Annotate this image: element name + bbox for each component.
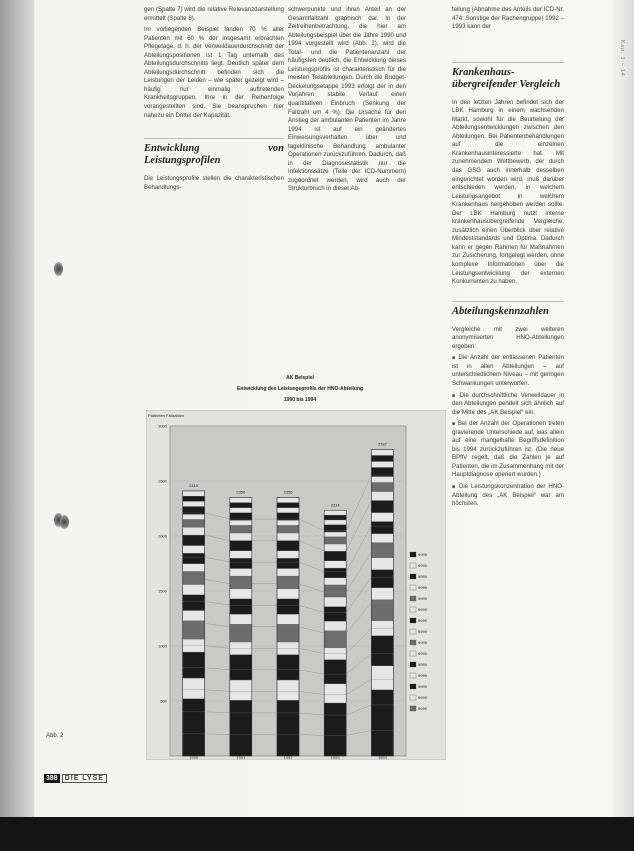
page-footer: [44, 775, 107, 782]
legend-swatch: [410, 684, 416, 689]
bar-segment: [371, 492, 393, 501]
bar-segment: [183, 584, 205, 594]
bar-segment: [371, 476, 393, 482]
middle-text-column: [288, 6, 406, 197]
punch-hole: [60, 515, 69, 529]
left-text-column: [144, 6, 284, 195]
bar-segment: [277, 558, 299, 568]
bar-segment: [183, 527, 205, 535]
bar-segment: [324, 537, 346, 544]
bar-segment: [371, 600, 393, 621]
paragraph: gen (Spalte 7) wird die relative Relevanzdarstellung ermittelt (Spalte 8).: [144, 6, 284, 22]
bar-segment: [371, 636, 393, 666]
paragraph: teilung (Abnahme des Anteils der ICD-Nr. 474: Sonstige der Rachengruppe) 1992 – 1993 kann der: [452, 6, 564, 31]
legend-label: 9999: [418, 684, 427, 689]
bar-segment: [324, 561, 346, 568]
page-number: 388: [46, 775, 58, 782]
bar-segment: [230, 533, 252, 541]
bar-segment: [277, 503, 299, 508]
bar-segment: [371, 588, 393, 600]
figure-subtitle: 1990 bis 1994: [283, 397, 317, 403]
bar-segment: [324, 621, 346, 631]
bar-segment: [277, 498, 299, 503]
legend-label: 9999: [418, 662, 427, 667]
bar-segment: [277, 508, 299, 513]
x-tick-label: 1994: [377, 755, 387, 760]
bar-value-label: 2410: [189, 482, 199, 488]
bar-segment: [277, 568, 299, 576]
legend-swatch: [410, 563, 416, 568]
paragraph: schwerpunkte und ihren Anteil an der Gesamtfallzahl graphisch dar. In der Zeitreihenbetrachtung, die hier am Abteilungsbeispiel über die Jahre 1990 und 1994 vorgestellt wird (Abb. 2), wird die Total- und die Patientenanzahl der häufigsten deutlich, die Entwicklung dieses Leistungsprofils ist charakteristisch für die meisten Teilabteilungen. Durch die Budget-Deckelungsetappe 1993 erfolgt der in den Vorjahren stabile Verlauf einen quantitativen Einbruch (Senkung der Fallzahl um 4 %). Die Ursache für den Anstieg der ambulanten Patienten im Jahre 1994 ist auf ein geändertes Einweisungsverhalten über und tageklinische Behandlung ambulanter Operationen zurückzuführen. Dadurch, daß in der Diagnosestatistik nur die Infektionssätze (Teile der ICD-Nummern) zugeordnet werden, wird auch der Strukturbruch in dieser Ab-: [288, 6, 406, 193]
bar-segment: [230, 599, 252, 614]
y-tick-label: 2000: [158, 533, 167, 539]
bar-segment: [324, 544, 346, 551]
bar-segment: [230, 520, 252, 525]
legend-label: 9999: [418, 607, 427, 612]
legend-swatch: [410, 618, 416, 623]
figure-label: AK Beispiel: [286, 375, 314, 381]
leistungsprofil-chart: [146, 410, 446, 760]
bar-segment: [324, 597, 346, 607]
bar-segment: [371, 522, 393, 534]
bar-segment: [371, 467, 393, 476]
bar-segment: [277, 680, 299, 700]
bar-segment: [371, 455, 393, 461]
x-tick-label: 1991: [236, 755, 246, 760]
bar-segment: [371, 513, 393, 522]
bar-segment: [183, 595, 205, 611]
legend-swatch: [410, 574, 416, 579]
bar-segment: [324, 520, 346, 525]
legend-label: 9999: [418, 618, 427, 623]
paragraph: Die Leistungsprofile stellen die charakteristischen Behandlungs-: [144, 175, 284, 191]
bar-segment: [371, 482, 393, 491]
legend-label: 9999: [418, 552, 427, 557]
legend-swatch: [410, 640, 416, 645]
bar-value-label: 2787: [377, 441, 387, 447]
bar-segment: [230, 589, 252, 599]
scan-bottom-band: [0, 817, 634, 851]
bar-segment: [230, 558, 252, 568]
legend-swatch: [410, 552, 416, 557]
bar-segment: [230, 498, 252, 503]
bar-segment: [371, 558, 393, 570]
legend-swatch: [410, 629, 416, 634]
legend-label: 9999: [418, 651, 427, 656]
bar-segment: [324, 660, 346, 684]
bar-segment: [230, 503, 252, 508]
legend-swatch: [410, 706, 416, 711]
bar-segment: [324, 532, 346, 537]
punch-hole: [54, 262, 63, 276]
bar-segment: [371, 543, 393, 558]
bullet-item: ■ Bei der Anzahl der Operationen treten gravierende Unterschiede auf, was allein auf eine mangelhafte Begriffsdefinition bis 1994 zurückzuführen ist. (Die neue BPflV regelt, daß die Zahlen je auf Patienten, die im Zusammenhang mit der Hauptdiagnose operiert wurden.): [452, 420, 564, 480]
bar-segment: [230, 576, 252, 589]
bar-segment: [183, 545, 205, 553]
bar-segment: [277, 576, 299, 589]
legend-header: Patienten Fallzahlen: [148, 413, 185, 418]
bar-segment: [324, 703, 346, 756]
bar-segment: [230, 700, 252, 756]
bar-segment: [230, 551, 252, 559]
bar-segment: [183, 496, 205, 501]
bar-segment: [277, 589, 299, 599]
legend-label: 9999: [418, 695, 427, 700]
bar-segment: [324, 568, 346, 578]
bar-segment: [371, 534, 393, 543]
bar-segment: [324, 684, 346, 703]
bar-segment: [277, 551, 299, 559]
legend-label: 9999: [418, 706, 427, 711]
bar-segment: [183, 652, 205, 678]
legend-label: 9999: [418, 629, 427, 634]
bar-segment: [230, 614, 252, 624]
y-tick-label: 2500: [158, 478, 167, 484]
legend-label: 9999: [418, 563, 427, 568]
x-tick-label: 1992: [283, 755, 293, 760]
bullet-item: ■ Die Anzahl der entlassenen Patienten ist in allen Abteilungen – auf unterschiedlichem Niveau – mit geringen Schwankungen unterworfen.: [452, 354, 564, 388]
legend-label: 9999: [418, 640, 427, 645]
bar-segment: [183, 553, 205, 563]
bar-segment: [277, 700, 299, 756]
bar-segment: [371, 461, 393, 467]
legend-label: 9999: [418, 596, 427, 601]
y-tick-label: 1500: [158, 588, 167, 594]
legend-label: 9999: [418, 585, 427, 590]
bar-segment: [277, 599, 299, 614]
bar-segment: [371, 501, 393, 513]
figure-caption: Abb. 2: [46, 733, 64, 739]
legend-swatch: [410, 607, 416, 612]
legend-swatch: [410, 596, 416, 601]
bar-segment: [324, 585, 346, 597]
legend-swatch: [410, 662, 416, 667]
bar-segment: [183, 564, 205, 572]
x-tick-label: 1993: [330, 755, 340, 760]
bar-segment: [183, 571, 205, 584]
magazine-name: DIE LYSE: [62, 774, 107, 783]
bar-segment: [324, 578, 346, 585]
y-tick-label: 3000: [158, 423, 167, 429]
bar-segment: [230, 508, 252, 513]
bar-segment: [277, 655, 299, 680]
bar-segment: [324, 607, 346, 621]
bar-segment: [277, 614, 299, 624]
legend-label: 9999: [418, 673, 427, 678]
bar-segment: [230, 568, 252, 576]
x-tick-label: 1990: [189, 755, 199, 760]
bar-segment: [183, 610, 205, 620]
bar-segment: [183, 678, 205, 699]
binding-edge: [0, 0, 34, 851]
bar-segment: [183, 535, 205, 545]
page-edge-shadow: [613, 0, 634, 851]
bar-segment: [371, 666, 393, 690]
legend-swatch: [410, 651, 416, 656]
bar-segment: [277, 520, 299, 525]
paragraph: Im vorliegenden Beispiel fanden 70 % aller Patienten mit 60 % der insgesamt erbrachten Pflegetage, d. h. der Verweildauerdurchschnitt der Abteilungspositionen ist 1 Tag unterhalb des Abteilungsdurchschnitts liegt. Deutlich später dem Abteilungsdurchschnitt befinden sich die Leistungen der Leiden – wie später gezeigt wird – häufig nur einmalig auftretenden Krankheitsgruppen. Ihre in der Reihenfolge vorangestellten sind. Sie beanspruchen hier nahezu ein Drittel der Kapazität.: [144, 26, 284, 119]
bar-segment: [277, 533, 299, 541]
legend-swatch: [410, 585, 416, 590]
bar-value-label: 2234: [330, 502, 340, 508]
y-tick-label: 500: [160, 698, 167, 704]
legend-swatch: [410, 695, 416, 700]
bar-segment: [371, 690, 393, 756]
legend-swatch: [410, 673, 416, 678]
figure-title: Entwicklung des Leistungsprofils der HNO-Abteilung: [236, 386, 364, 392]
bar-segment: [230, 655, 252, 680]
bar-segment: [277, 525, 299, 533]
legend-label: 9999: [418, 574, 427, 579]
section-heading: Entwicklung von Leistungsprofilen: [144, 138, 284, 167]
bar-segment: [230, 541, 252, 551]
bar-segment: [230, 525, 252, 533]
side-vertical-text: Kap. 1 – 14: [619, 40, 625, 77]
bar-segment: [324, 551, 346, 561]
section-heading: Krankenhaus-übergreifender Vergleich: [452, 62, 564, 91]
bullet-item: ■ Die durchschnittliche Verweildauer in den Abteilungen pendelt sich ähnlich auf die Mitte des „AK Beispiel“ ein.: [452, 392, 564, 418]
bullet-item: ■ Die Leistungskonzentration der HNO-Abteilung des „AK Beispiel“ war am höchsten.: [452, 483, 564, 509]
bar-segment: [324, 510, 346, 515]
section-heading: Abteilungskennzahlen: [452, 301, 564, 318]
bar-segment: [183, 514, 205, 519]
bar-segment: [230, 680, 252, 700]
bar-segment: [183, 501, 205, 506]
bar-segment: [183, 699, 205, 756]
bar-segment: [277, 541, 299, 551]
bar-segment: [183, 491, 205, 496]
right-text-column: [452, 6, 564, 512]
bar-segment: [371, 449, 393, 455]
bar-segment: [324, 515, 346, 520]
bar-value-label: 2350: [236, 489, 246, 495]
bar-segment: [371, 570, 393, 588]
bar-value-label: 2350: [283, 489, 293, 495]
paragraph: In den letzten Jahren befindet sich der LBK Hamburg in einem wachsenden Markt, sowohl für die Beurteilung der Abteilungsentwicklungen zwischen den Abteilungen. Bei Patientenbehandlungen auf die einzelnen Krankenhausinteressierte hat. Mit zunehmendem Wettbewerb, der durch das GSG auch innerhalb desselben eingerichtet worden wird, muß darüber entschieden werden, in welchem Leistungsangebot in welchem Krankenhaus hergehoben werden sollte. Der LBK Hamburg nutzt interne krankenhausübergreifende Vergleiche, zusätzlich einen Überblick über relative Mindeststandards und Optima. Dadurch kann er gegen Rahmen für Maßnahmen zur Zusicherung, fortgelegt werden, ohne komplexe Informationen über die Leistungsentwicklung der externen Konkurrenten zu haben.: [452, 98, 564, 286]
y-tick-label: 1000: [158, 643, 167, 649]
bar-segment: [183, 519, 205, 527]
paragraph: Vergleiche mit zwei weiteren anonymisierten HNO-Abteilungen ergeben:: [452, 325, 564, 350]
